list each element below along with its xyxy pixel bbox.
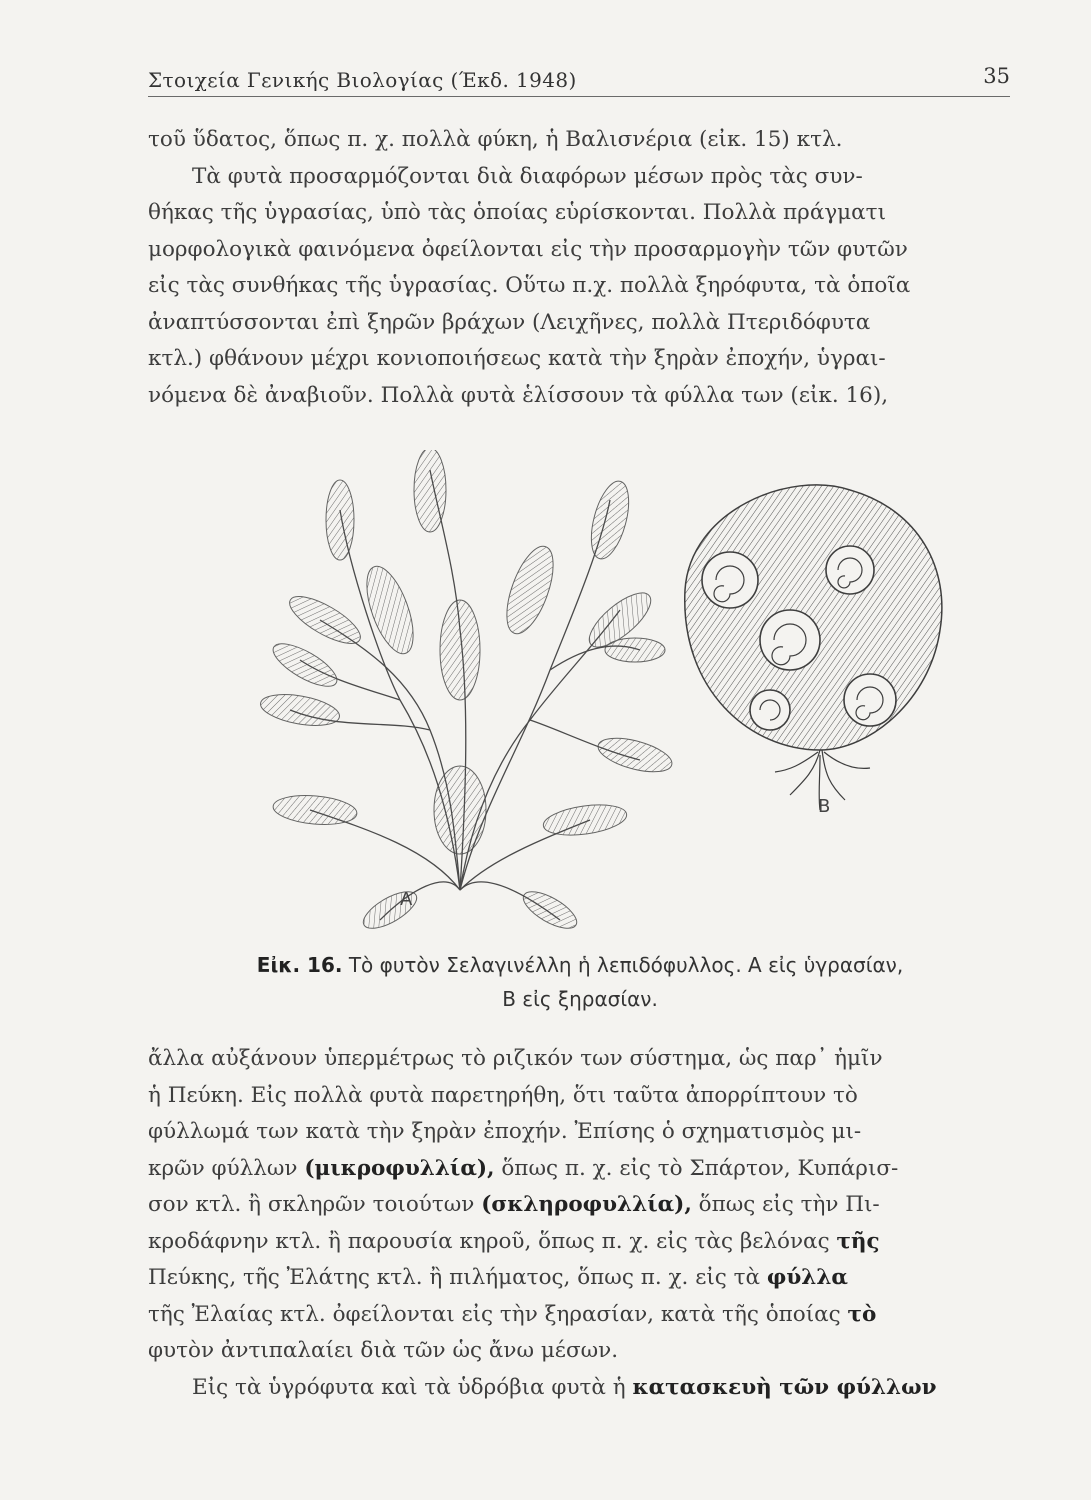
caption-line <box>148 948 1012 982</box>
running-header <box>148 62 1010 97</box>
paragraph-top <box>148 122 1012 414</box>
text-line: τοῦ ὕδατος, ὅπως π. χ. πολλὰ φύκη, ἡ Βαλισνέρια (εἰκ. 15) κτλ. <box>148 127 843 152</box>
plant-illustration <box>230 450 960 930</box>
text-run: ὅπως π. χ. εἰς τὸ Σπάρτον, Κυπάρισ- <box>494 1155 899 1181</box>
text-line: φύλλωμά των κατὰ τὴν ξηρὰν ἐποχήν. Ἐπίσης ὁ σχηματισμὸς μι- <box>148 1119 862 1144</box>
bold-run: τῆς <box>836 1228 880 1254</box>
text-line <box>148 1151 1012 1188</box>
paragraph-bottom <box>148 1041 1012 1406</box>
figure-selaginella <box>230 450 960 930</box>
bold-run: φύλλα <box>766 1265 848 1290</box>
text-line: Τὰ φυτὰ προσαρμόζονται διὰ διαφόρων μέσων πρὸς τὰς συν- <box>192 163 863 189</box>
caption-label: Εἰκ. 16. <box>256 953 343 977</box>
plant-b-drawing <box>685 485 942 810</box>
text-line: ἡ Πεύκη. Εἰς πολλὰ φυτὰ παρετηρήθη, ὅτι ταῦτα ἀπορρίπτουν τὸ <box>148 1082 858 1108</box>
text-run: τῆς Ἐλαίας κτλ. ὀφείλονται εἰς τὴν ξηρασίαν, κατὰ τῆς ὁποίας <box>148 1301 848 1327</box>
text-run: Εἰς τὰ ὑγρόφυτα καὶ τὰ ὑδρόβια φυτὰ ἡ <box>192 1374 633 1400</box>
bold-run: τὸ <box>847 1301 877 1327</box>
text-line <box>148 1370 1012 1407</box>
label-a: A <box>400 889 413 910</box>
term-sclerophyllia: (σκληροφυλλία), <box>481 1192 692 1217</box>
caption-line-2: Β εἰς ξηρασίαν. <box>502 987 658 1011</box>
text-line: εἰς τὰς συνθήκας τῆς ὑγρασίας. Οὕτω π.χ. πολλὰ ξηρόφυτα, τὰ ὁποῖα <box>148 273 911 298</box>
text-line: νόμενα δὲ ἀναβιοῦν. Πολλὰ φυτὰ ἑλίσσουν τὰ φύλλα των (εἰκ. 16), <box>148 382 889 408</box>
text-line: φυτὸν ἀντιπαλαίει διὰ τῶν ὡς ἄνω μέσων. <box>148 1338 619 1363</box>
text-line: ἀναπτύσσονται ἐπὶ ξηρῶν βράχων (Λειχῆνες, πολλὰ Πτεριδόφυτα <box>148 309 871 335</box>
text-line <box>148 1187 1012 1224</box>
text-line: κτλ.) φθάνουν μέχρι κονιοποιήσεως κατὰ τὴν ξηρὰν ἐποχήν, ὑγραι- <box>148 346 886 371</box>
figure-caption <box>148 948 1012 1016</box>
text-line: ἄλλα αὐξάνουν ὑπερμέτρως τὸ ριζικόν των σύστημα, ὡς παρ᾽ ἡμῖν <box>148 1046 883 1071</box>
text-line <box>148 1224 1012 1261</box>
caption-text: Τὸ φυτὸν Σελαγινέλλη ἡ λεπιδόφυλλος. Α εἰς ὑγρασίαν, <box>348 953 904 977</box>
text-run: Πεύκης, τῆς Ἐλάτης κτλ. ἢ πιλήματος, ὅπως π. χ. εἰς τὰ <box>148 1265 767 1290</box>
text-line: μορφολογικὰ φαινόμενα ὀφείλονται εἰς τὴν προσαρμογὴν τῶν φυτῶν <box>148 236 908 262</box>
book-title: Στοιχεία Γενικής Βιολογίας (Έκδ. 1948) <box>148 68 577 92</box>
text-line <box>148 1260 1012 1297</box>
text-run: ὅπως εἰς τὴν Πι- <box>691 1192 880 1217</box>
term-microphyllia: (μικροφυλλία), <box>304 1155 495 1181</box>
text-run: κροδάφνην κτλ. ἢ παρουσία κηροῦ, ὅπως π. χ. εἰς τὰς βελόνας <box>148 1228 837 1254</box>
text-run: κρῶν φύλλων <box>148 1155 305 1181</box>
text-run: σον κτλ. ἢ σκληρῶν τοιούτων <box>148 1192 482 1217</box>
text-line <box>148 1297 1012 1334</box>
page-number: 35 <box>983 64 1010 88</box>
label-b: B <box>818 796 831 817</box>
text-line: θήκας τῆς ὑγρασίας, ὑπὸ τὰς ὁποίας εὑρίσκονται. Πολλὰ πράγματι <box>148 200 887 225</box>
bold-run: κατασκευὴ τῶν φύλλων <box>632 1374 937 1400</box>
